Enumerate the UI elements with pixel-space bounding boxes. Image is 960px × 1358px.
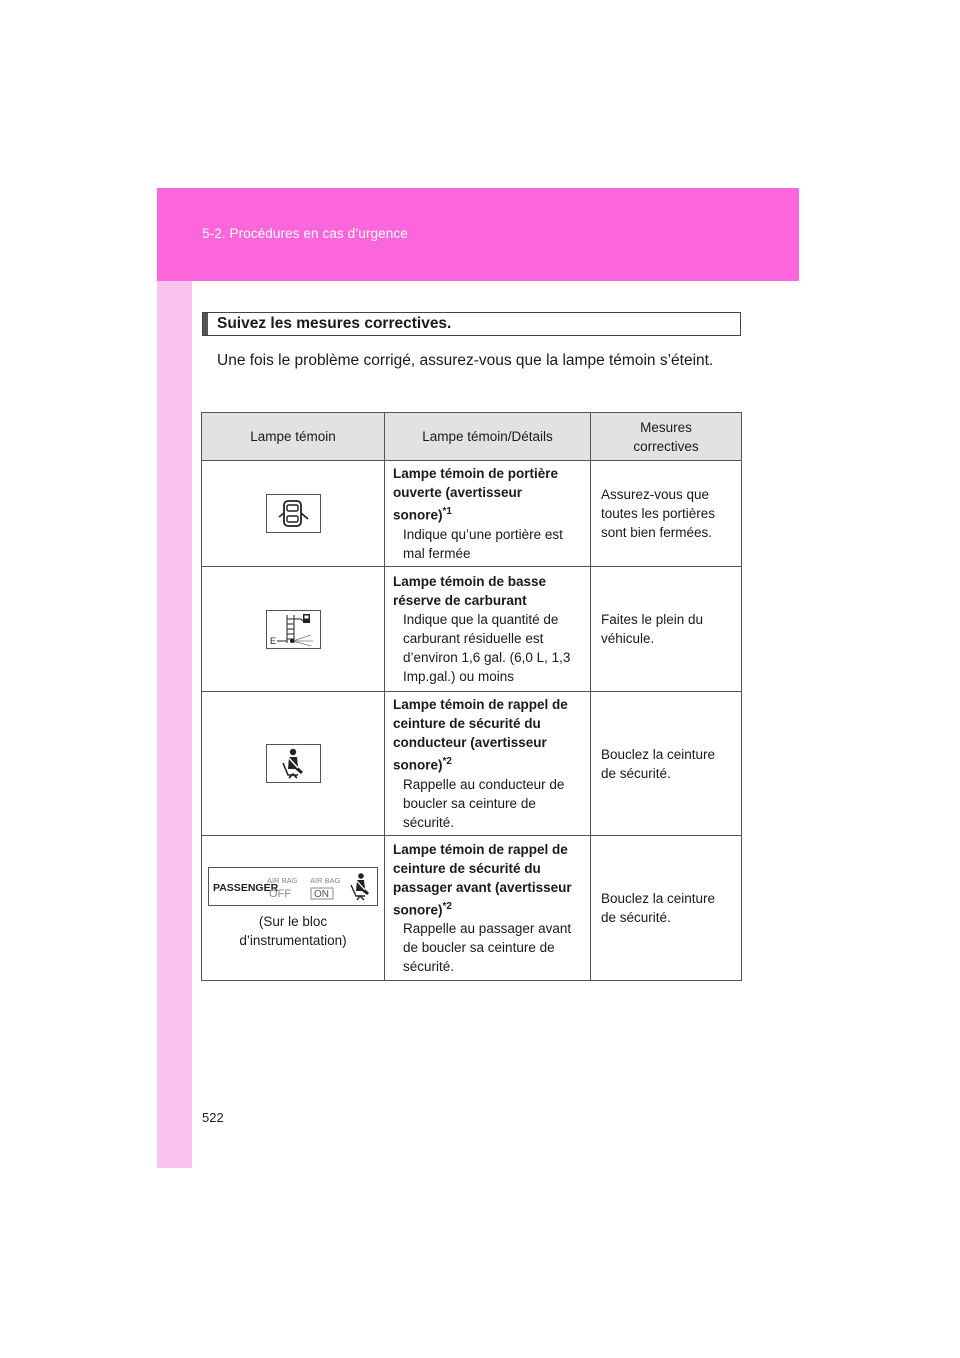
corrective-action-cell: Assurez-vous que toutes les portières sont bien fermées. — [591, 461, 742, 567]
driver-seatbelt-reminder-icon — [266, 744, 321, 783]
light-title: Lampe témoin de rappel de ceinture de sécurité du passager avant (avertisseur sonore)$^{*2}$ — [393, 841, 572, 918]
column-header-light: Lampe témoin — [202, 413, 385, 461]
corrective-action-cell: Faites le plein du véhicule. — [591, 567, 742, 692]
table-row — [202, 836, 742, 981]
step-heading-box — [202, 312, 741, 336]
column-header-action: Mesures correctives — [591, 413, 742, 461]
light-description: Rappelle au passager avant de boucler sa ceinture de sécurité. — [403, 921, 572, 975]
icon-cell — [202, 836, 385, 981]
column-header-details: Lampe témoin/Détails — [385, 413, 591, 461]
icon-cell — [202, 567, 385, 692]
details-cell — [385, 836, 591, 981]
fuel-empty-mark: E — [269, 635, 276, 646]
svg-text:AIR BAG: AIR BAG — [267, 875, 298, 885]
icon-cell — [202, 692, 385, 836]
svg-text:PASSENGER: PASSENGER — [213, 881, 279, 894]
details-cell — [385, 692, 591, 836]
details-cell — [385, 461, 591, 567]
footnote-ref: *2 — [442, 900, 452, 912]
svg-text:ON: ON — [314, 888, 329, 900]
table-row — [202, 692, 742, 836]
light-description: Indique que la quantité de carburant résiduelle est d’environ 1,6 gal. (6,0 L, 1,3 Imp.gal.) ou moins — [403, 612, 571, 684]
low-fuel-warning-icon — [266, 610, 321, 649]
footnote-ref: *1 — [442, 506, 452, 518]
intro-paragraph: Une fois le problème corrigé, assurez-vous que la lampe témoin s’éteint. — [217, 352, 714, 369]
icon-location-note: (Sur le bloc d’instrumentation) — [239, 913, 347, 948]
light-title: Lampe témoin de portière ouverte (avertisseur sonore)$^{*1}$ — [393, 466, 559, 523]
passenger-airbag-panel-icon — [208, 867, 378, 906]
door-open-warning-icon — [266, 494, 321, 533]
light-title: Lampe témoin de basse réserve de carburant — [393, 574, 547, 608]
corrective-action-cell: Bouclez la ceinture de sécurité. — [591, 836, 742, 981]
footnote-ref: *2 — [442, 756, 452, 768]
icon-cell — [202, 461, 385, 567]
light-title: Lampe témoin de rappel de ceinture de sécurité du conducteur (avertisseur sonore)$^{*2}$ — [393, 697, 568, 773]
light-description: Indique qu’une portière est mal fermée — [403, 526, 563, 561]
svg-text:AIR BAG: AIR BAG — [310, 875, 341, 885]
details-cell — [385, 567, 591, 692]
step-heading: Suivez les mesures correctives. — [217, 315, 452, 332]
page-number: 522 — [202, 1110, 224, 1125]
corrective-action-cell: Bouclez la ceinture de sécurité. — [591, 692, 742, 836]
table-row — [202, 461, 742, 567]
section-title: 5-2. Procédures en cas d’urgence — [202, 226, 408, 241]
table-row — [202, 567, 742, 692]
svg-text:OFF: OFF — [269, 887, 291, 900]
table-header-row — [202, 413, 742, 461]
light-description: Rappelle au conducteur de boucler sa ceinture de sécurité. — [403, 776, 565, 830]
warning-lights-table — [201, 412, 742, 981]
side-tab-strip — [157, 281, 192, 1168]
step-marker-bar — [203, 313, 208, 335]
